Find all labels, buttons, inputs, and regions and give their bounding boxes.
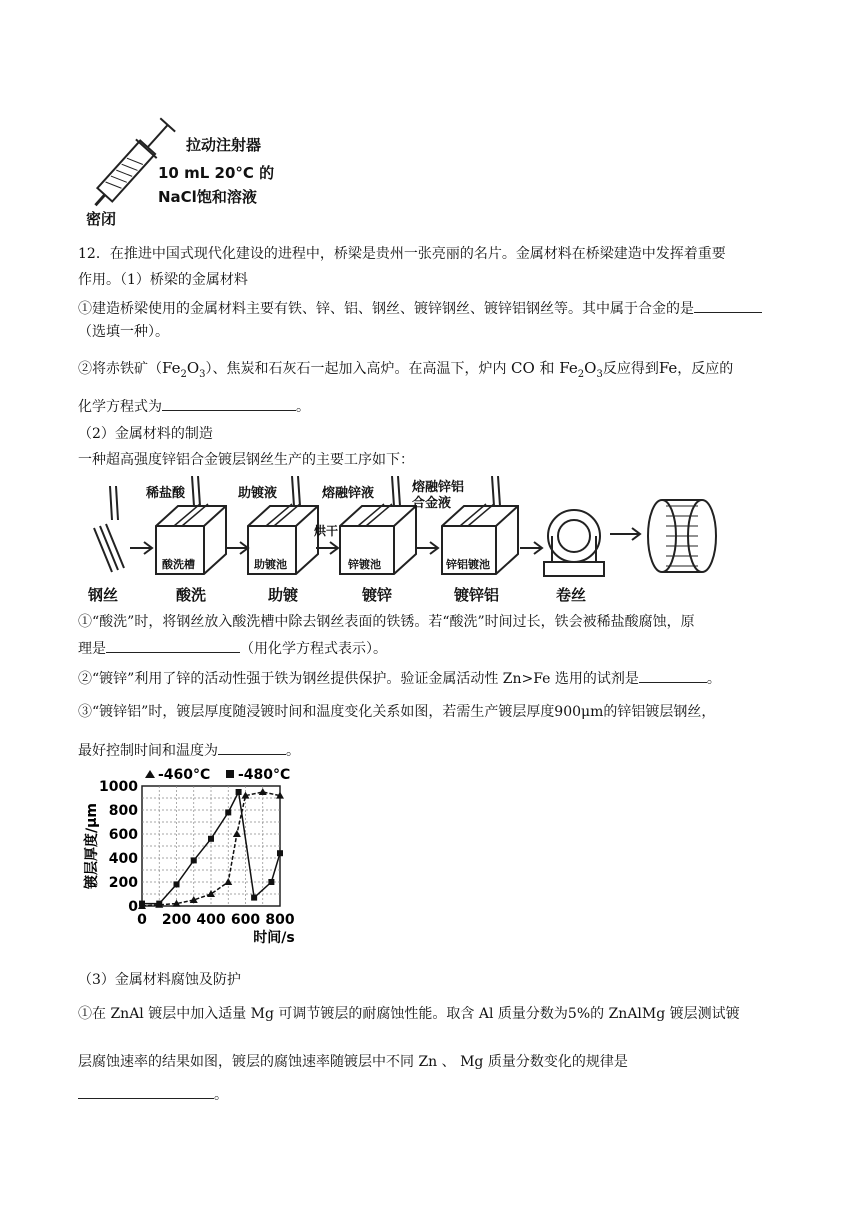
data-point-460 [224, 878, 232, 885]
step-label-3: 助镀 [268, 586, 299, 604]
step-label-6: 卷丝 [556, 586, 587, 604]
data-point-480 [174, 881, 180, 887]
section-2-title: （2）金属材料的制造 [78, 426, 213, 442]
tank-label-4: 锌铝镀池 [446, 558, 490, 571]
process-diagram [82, 476, 722, 606]
y-tick-label: 0 [128, 899, 138, 915]
x-tick-label: 400 [196, 912, 226, 928]
wire-spool [648, 500, 716, 572]
x-tick-label: 0 [137, 912, 147, 928]
question-2-2: ②“镀锌”利用了锌的活动性强于铁为钢丝提供保护。验证金属活动性 Zn>Fe 选用的试剂是 。 [78, 668, 721, 689]
q1-2-part2: ）、焦炭和石灰石一起加入高炉。在高温下，炉内 [205, 361, 507, 377]
answer-blank-equation-2[interactable] [106, 638, 240, 653]
q2-3-line2: 最好控制时间和温度为 [78, 743, 218, 759]
data-point-480 [268, 879, 274, 885]
coating-thickness-chart [80, 762, 320, 962]
formula-co: CO 和 [510, 359, 560, 377]
solution-label-1: 10 mL 20°C 的 [158, 164, 275, 182]
reagent-label-5: 合金液 [412, 496, 452, 511]
reagent-label-3: 熔融锌液 [322, 486, 375, 501]
y-tick-label: 200 [108, 875, 138, 891]
data-point-480 [251, 895, 257, 901]
answer-blank-time-temp[interactable] [218, 740, 286, 755]
formula-fe: Fe [658, 359, 678, 377]
data-point-460 [233, 830, 241, 837]
chart-svg [80, 762, 320, 962]
process-intro: 一种超高强度锌铝合金镀层钢丝生产的主要工序如下： [78, 452, 414, 468]
data-point-480 [208, 836, 214, 842]
series-line-1 [142, 792, 280, 906]
reagent-label-1: 稀盐酸 [146, 486, 186, 501]
y-tick-label: 400 [108, 851, 138, 867]
q2-1-pre: 理是 [78, 641, 106, 657]
legend-label-2: -480°C [238, 767, 291, 783]
question-2-1-cont [78, 638, 387, 659]
sealed-label: 密闭 [86, 210, 117, 228]
q1-2-part4: ，反应的 [677, 361, 734, 377]
steel-wire-coil [94, 486, 124, 572]
pull-syringe-label: 拉动注射器 [186, 136, 262, 154]
reagent-label-4: 熔融锌铝 [412, 480, 465, 495]
data-point-460 [259, 788, 267, 795]
answer-blank-alloy[interactable] [694, 298, 762, 313]
sub-3: 3 [199, 369, 206, 380]
o-symbol: O [186, 359, 200, 377]
formula-fe2o3-b [559, 359, 603, 380]
data-point-480 [277, 850, 283, 856]
data-point-480 [225, 809, 231, 815]
data-point-460 [207, 890, 215, 897]
q1-2-part3: 反应得到 [602, 361, 659, 377]
answer-blank-rule[interactable] [78, 1084, 214, 1099]
legend-label-1: -460°C [158, 767, 211, 783]
question-1-1 [78, 298, 762, 319]
syringe-figure [78, 100, 308, 230]
answer-blank-reagent[interactable] [639, 668, 707, 683]
step-label-1: 钢丝 [88, 586, 119, 604]
sub-2-b: 2 [577, 369, 585, 380]
question-intro-2: 作用。（1）桥梁的金属材料 [78, 272, 248, 288]
step-label-5: 镀锌铝 [454, 586, 500, 604]
data-point-480 [156, 901, 162, 907]
q1-2-line2: 化学方程式为 [78, 399, 162, 415]
data-point-480 [139, 901, 145, 907]
x-tick-label: 200 [161, 912, 192, 928]
x-tick-label: 800 [265, 912, 295, 928]
question-2-3-cont: 最好控制时间和温度为 。 [78, 740, 300, 761]
y-tick-label: 600 [108, 827, 138, 843]
question-1-1-cont: （选填一种）。 [78, 324, 169, 340]
data-point-480 [191, 857, 197, 863]
question-3-1: ①在 ZnAl 镀层中加入适量 Mg 可调节镀层的耐腐蚀性能。取含 Al 质量分数为5%的 ZnAlMg 镀层测试镀 [78, 1006, 740, 1022]
tank-label-2: 助镀池 [254, 558, 287, 571]
question-1-2-cont: 化学方程式为 。 [78, 396, 310, 417]
question-2-1: ①“酸洗”时，将钢丝放入酸洗槽中除去钢丝表面的铁锈。若“酸洗”时间过长，铁会被稀盐酸腐蚀，原 [78, 614, 695, 630]
question-1-2 [78, 358, 733, 385]
x-tick-label: 600 [230, 912, 261, 928]
step-label-4: 镀锌 [362, 586, 393, 604]
y-tick-label: 800 [108, 803, 138, 819]
tank-label-1: 酸洗槽 [162, 558, 195, 571]
tank-label-3: 锌镀池 [348, 558, 381, 571]
winding-machine [544, 510, 604, 576]
answer-blank-equation-1[interactable] [162, 396, 296, 411]
fe-symbol: Fe [162, 359, 181, 377]
o-symbol-b: O [584, 359, 597, 377]
section-3-title: （3）金属材料腐蚀及防护 [78, 972, 241, 988]
formula-fe2o3 [162, 359, 206, 380]
legend-marker-480 [226, 770, 234, 778]
legend-marker-460 [145, 770, 155, 778]
fe-symbol-b: Fe [559, 359, 578, 377]
y-tick-label: 1000 [99, 779, 138, 795]
question-intro-1: 12．在推进中国式现代化建设的进程中，桥梁是贵州一张亮丽的名片。金属材料在桥梁建造中发挥着重要 [78, 246, 726, 262]
dry-label: 烘干 [314, 524, 339, 538]
y-axis-label: 镀层厚度/μm [84, 802, 100, 890]
question-1-1-text: ①建造桥梁使用的金属材料主要有铁、锌、铝、钢丝、镀锌钢丝、镀锌铝钢丝等。其中属于合金的是 [78, 301, 694, 317]
solution-label-2: NaCl饱和溶液 [158, 188, 257, 206]
q2-2-text: ②“镀锌”利用了锌的活动性强于铁为钢丝提供保护。验证金属活动性 Zn>Fe 选用的试剂是 [78, 671, 639, 687]
question-3-1-blank-line: 。 [78, 1084, 228, 1105]
q1-2-part1: ②将赤铁矿（ [78, 361, 162, 377]
question-3-1-cont: 层腐蚀速率的结果如图，镀层的腐蚀速率随镀层中不同 Zn 、 Mg 质量分数变化的规律是 [78, 1054, 628, 1070]
sub-2: 2 [180, 369, 187, 380]
sub-3-b: 3 [596, 369, 603, 380]
step-label-2: 酸洗 [176, 586, 207, 604]
data-point-480 [236, 789, 242, 795]
reagent-label-2: 助镀液 [238, 486, 278, 501]
q2-1-post: （用化学方程式表示）。 [240, 641, 387, 657]
question-2-3: ③“镀锌铝”时，镀层厚度随浸镀时间和温度变化关系如图，若需生产镀层厚度900μm的锌铝镀层钢丝， [78, 704, 716, 720]
x-axis-label: 时间/s [253, 930, 295, 946]
